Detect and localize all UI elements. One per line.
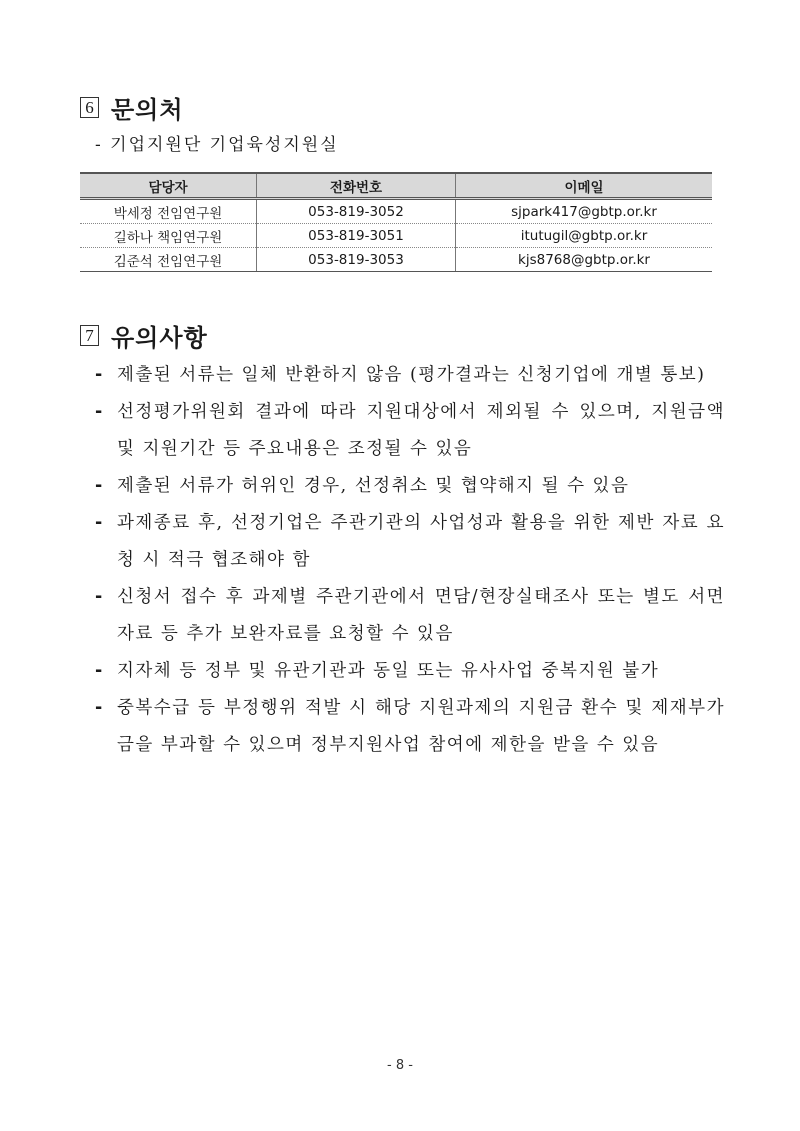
bullet-dash: - <box>95 476 104 496</box>
bullet-dash: - <box>95 513 104 533</box>
contact-name: 길하나 책임연구원 <box>80 224 257 248</box>
bullet-dash: - <box>95 402 104 422</box>
bullet-dash: - <box>95 365 104 385</box>
department-line: - 기업지원단 기업육성지원실 <box>95 135 339 155</box>
list-item: - 제출된 서류가 허위인 경우, 선정취소 및 협약해지 될 수 있음 <box>95 468 725 505</box>
contact-email: itutugil@gbtp.or.kr <box>456 224 713 248</box>
contacts-table <box>80 172 712 272</box>
column-header-phone: 전화번호 <box>257 173 456 199</box>
list-item: - 과제종료 후, 선정기업은 주관기관의 사업성과 활용을 위한 제반 자료 요청 시 적극 협조해야 함 <box>95 505 725 579</box>
contact-name: 김준석 전임연구원 <box>80 248 257 272</box>
table-row <box>80 224 712 248</box>
contact-email: sjpark417@gbtp.or.kr <box>456 199 713 224</box>
list-item: - 지자체 등 정부 및 유관기관과 동일 또는 유사사업 중복지원 불가 <box>95 653 725 690</box>
list-item: - 신청서 접수 후 과제별 주관기관에서 면담/현장실태조사 또는 별도 서면자료 등 추가 보완자료를 요청할 수 있음 <box>95 579 725 653</box>
section-6-heading <box>80 90 184 125</box>
column-header-contact: 담당자 <box>80 173 257 199</box>
contact-phone: 053-819-3051 <box>257 224 456 248</box>
list-item: - 선정평가위원회 결과에 따라 지원대상에서 제외될 수 있으며, 지원금액 및 지원기간 등 주요내용은 조정될 수 있음 <box>95 394 725 468</box>
notes-list <box>95 357 725 764</box>
contact-phone: 053-819-3053 <box>257 248 456 272</box>
section-number-box: 6 <box>80 97 99 118</box>
section-title: 유의사항 <box>111 324 208 352</box>
section-title: 문의처 <box>111 96 184 124</box>
bullet-dash: - <box>95 661 104 681</box>
list-item: - 중복수급 등 부정행위 적발 시 해당 지원과제의 지원금 환수 및 제재부가금을 부과할 수 있으며 정부지원사업 참여에 제한을 받을 수 있음 <box>95 690 725 764</box>
contact-email: kjs8768@gbtp.or.kr <box>456 248 713 272</box>
table-header-row <box>80 173 712 199</box>
column-header-email: 이메일 <box>456 173 713 199</box>
section-7-heading <box>80 318 208 353</box>
list-item: - 제출된 서류는 일체 반환하지 않음 (평가결과는 신청기업에 개별 통보) <box>95 357 725 394</box>
bullet-dash: - <box>95 698 104 718</box>
section-number-box: 7 <box>80 325 99 346</box>
bullet-dash: - <box>95 587 104 607</box>
table-row <box>80 248 712 272</box>
contact-phone: 053-819-3052 <box>257 199 456 224</box>
contact-name: 박세정 전임연구원 <box>80 199 257 224</box>
page-number: - 8 - <box>387 1058 413 1073</box>
table-row <box>80 199 712 224</box>
